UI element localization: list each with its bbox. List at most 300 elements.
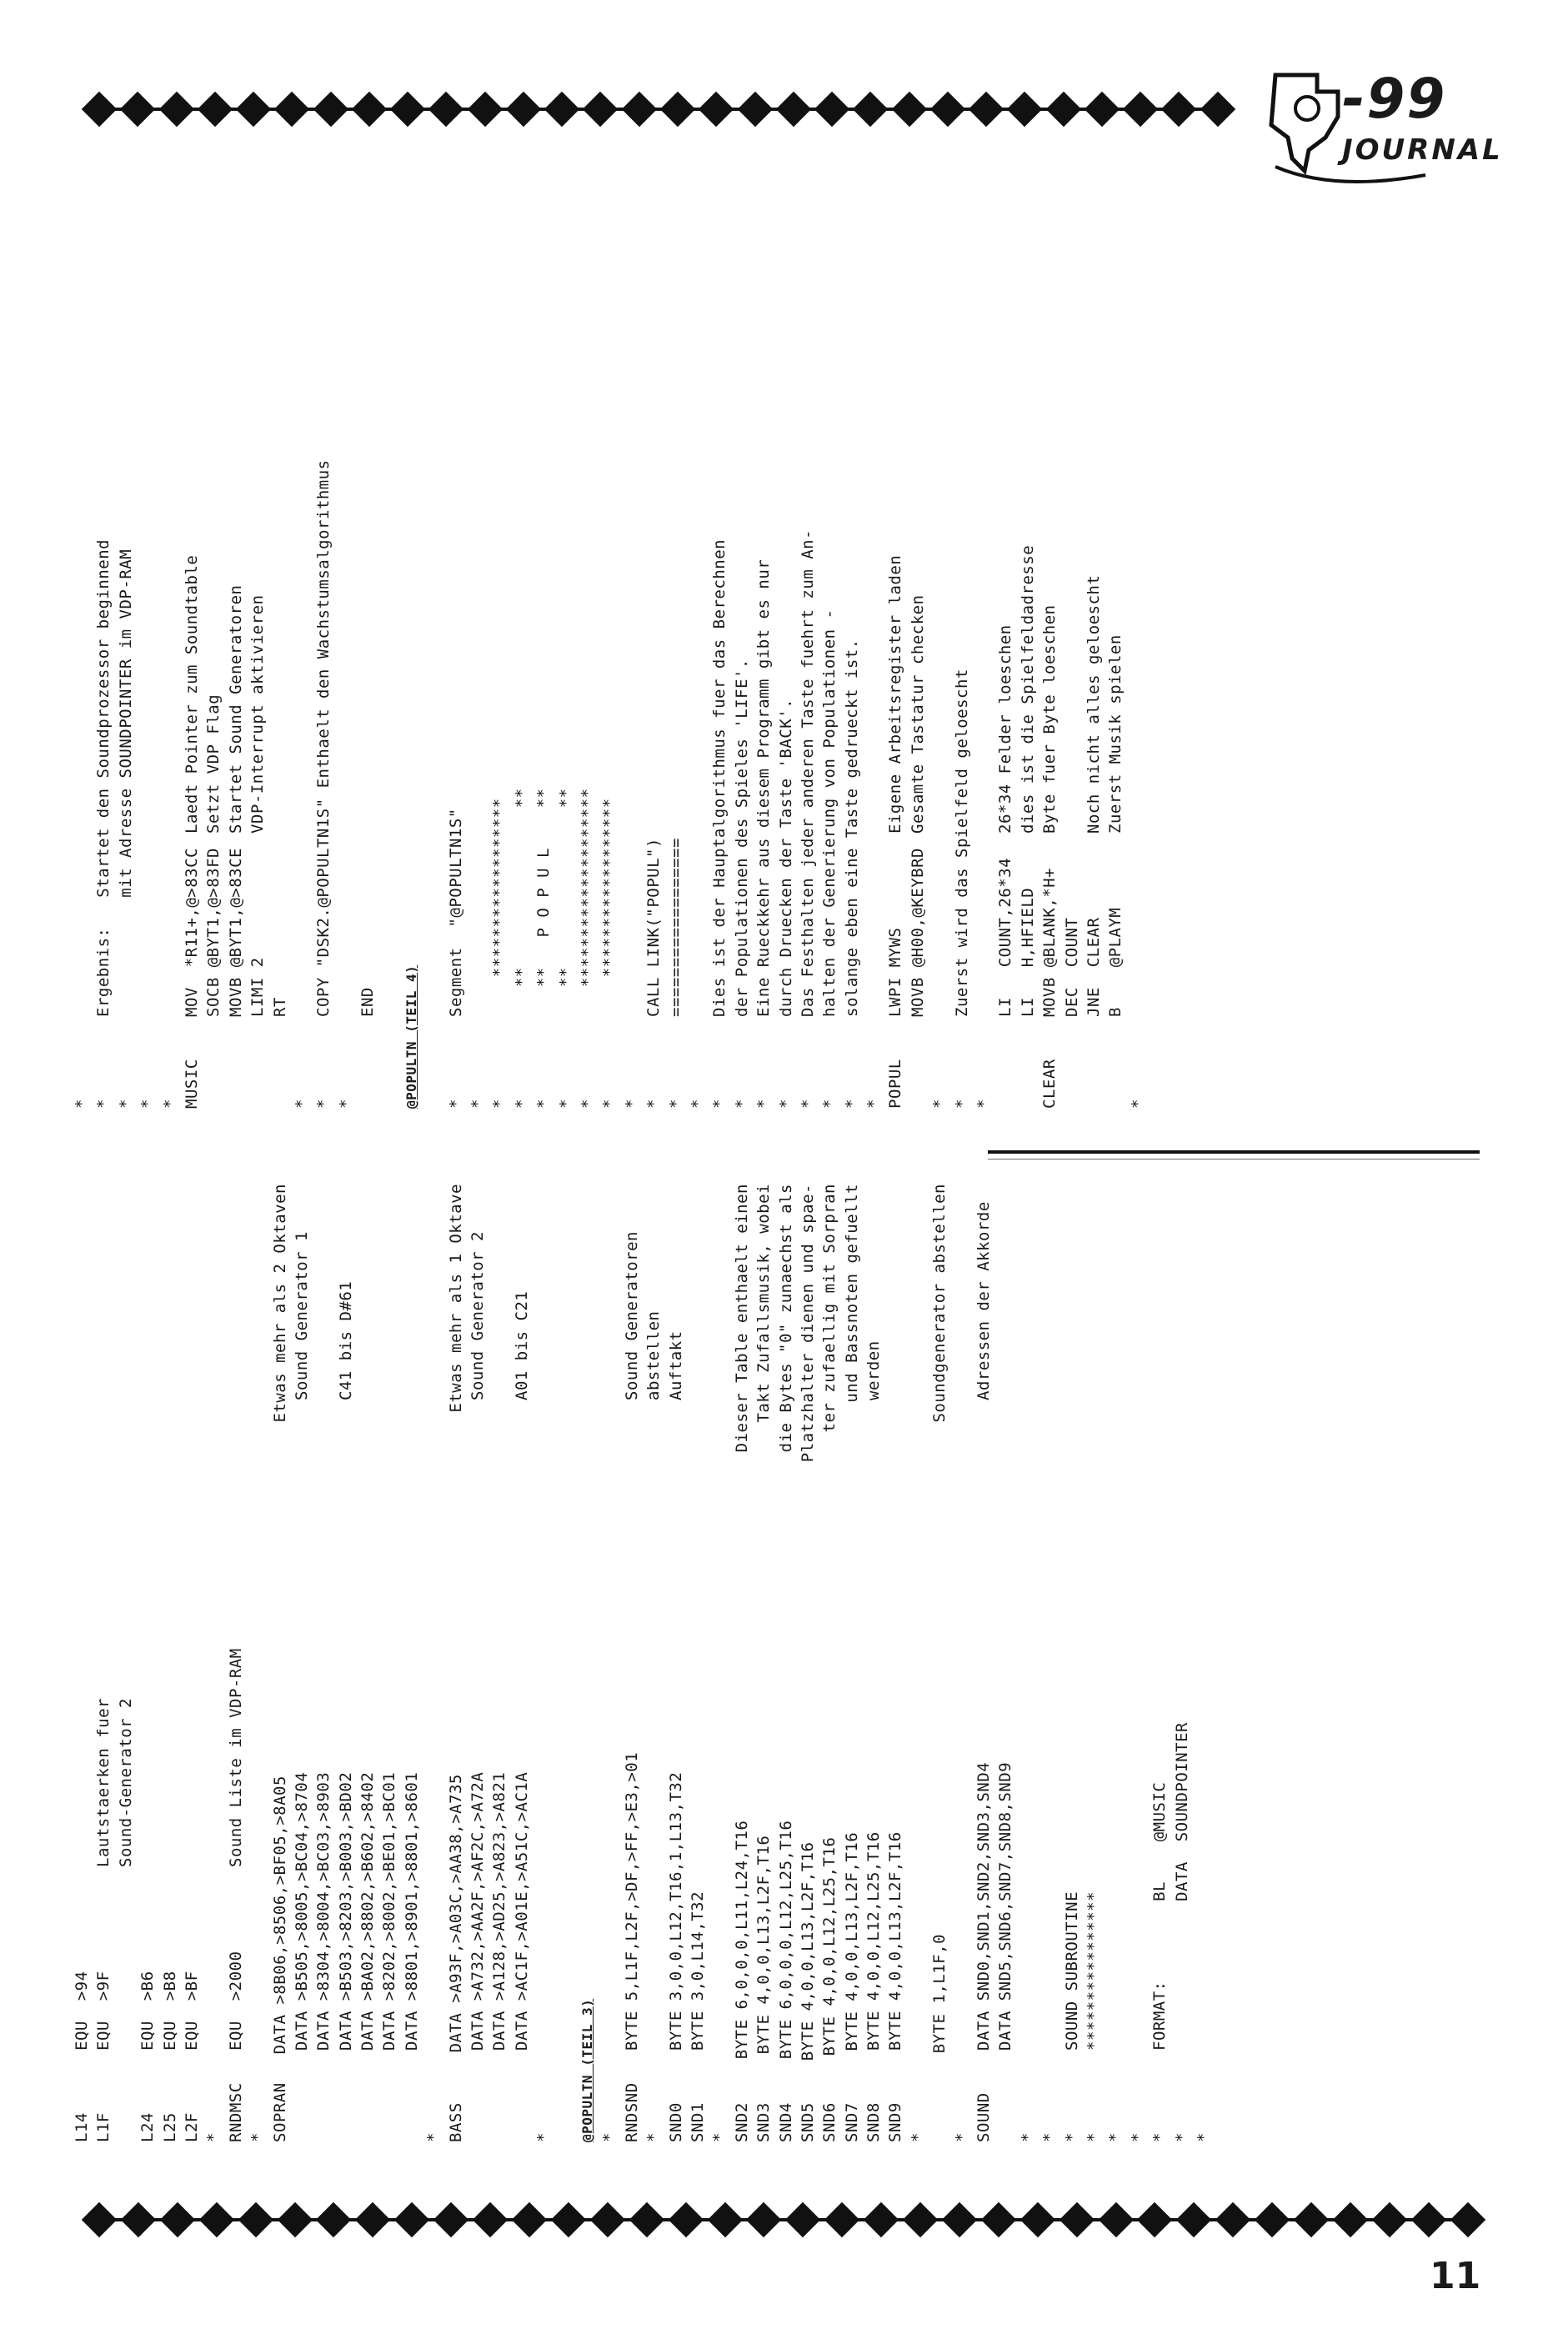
listing-line bbox=[994, 108, 1016, 1109]
listing-label: * bbox=[1128, 1099, 1147, 1109]
listing-comment bbox=[709, 1400, 730, 1867]
listing-note bbox=[335, 108, 357, 367]
listing-label: * bbox=[94, 1099, 113, 1109]
listing-note bbox=[488, 1184, 510, 1400]
listing-line bbox=[225, 108, 247, 1109]
listing-label bbox=[291, 2051, 313, 2142]
listing-instruction: SOCB @BYT1,@>83FD bbox=[204, 848, 223, 1017]
listing-comment bbox=[665, 1400, 687, 1867]
listing-note bbox=[753, 108, 774, 367]
listing-label: * bbox=[73, 1099, 91, 1109]
listing-label: * bbox=[512, 1099, 531, 1109]
listing-label: * bbox=[688, 1099, 707, 1109]
listing-label: CLEAR bbox=[1040, 1059, 1060, 1109]
listing-note bbox=[731, 108, 753, 367]
listing-line bbox=[994, 1184, 1016, 2142]
listing-comment: Zuerst Musik spielen bbox=[1106, 634, 1125, 834]
listing-instruction: SOUND SUBROUTINE bbox=[1062, 1891, 1081, 2051]
listing-instruction: ** ** bbox=[512, 788, 531, 1017]
listing-comment bbox=[577, 1242, 599, 1709]
listing-comment: VDP-Interrupt aktivieren bbox=[248, 594, 268, 834]
listing-label: * bbox=[1106, 2132, 1125, 2142]
listing-note bbox=[1105, 1184, 1126, 1400]
listing-line bbox=[159, 108, 181, 1109]
listing-line bbox=[357, 108, 378, 1109]
listing-instruction bbox=[423, 1867, 444, 2051]
listing-comment bbox=[313, 1400, 334, 1867]
listing-line bbox=[247, 108, 268, 1109]
listing-note bbox=[313, 108, 334, 367]
listing-note bbox=[467, 108, 488, 367]
listing-instruction: MOV *R11+,@>83CC bbox=[182, 848, 201, 1017]
listing-label bbox=[269, 1017, 291, 1109]
listing-comment bbox=[291, 367, 313, 834]
listing-line bbox=[841, 1184, 863, 2142]
listing-instruction: END bbox=[358, 987, 378, 1017]
listing-note bbox=[488, 108, 510, 367]
listing-line bbox=[488, 108, 510, 1109]
listing-label: * bbox=[754, 1099, 774, 1109]
listing-comment bbox=[775, 1452, 797, 1876]
listing-line bbox=[203, 1184, 224, 2142]
listing-instruction: MOVB @BYT1,@>83CE bbox=[226, 848, 245, 1017]
listing-comment bbox=[643, 1400, 664, 1867]
listing-comment bbox=[841, 1403, 863, 1868]
listing-line bbox=[775, 108, 797, 1109]
listing-label bbox=[378, 1017, 400, 1109]
listing-comment bbox=[841, 367, 863, 834]
listing-instruction: Eine Rueckkehr aus diesem Programm gibt es nur bbox=[754, 558, 774, 1017]
listing-label: L24 bbox=[138, 2112, 158, 2142]
listing-note bbox=[225, 1184, 247, 1400]
listing-comment bbox=[555, 1400, 577, 1867]
listing-note bbox=[1039, 108, 1060, 367]
listing-instruction: COPY "DSK2.@POPULTN1S" Enthaelt den Wachstumsalgorithmus bbox=[314, 459, 333, 1017]
listing-instruction bbox=[709, 1867, 730, 2051]
listing-line bbox=[1193, 1184, 1215, 2142]
listing-label: SOUND bbox=[974, 2092, 994, 2142]
listing-instruction bbox=[599, 1867, 620, 2051]
listing-line bbox=[1105, 1184, 1126, 2142]
listing-note: Etwas mehr als 2 Oktaven bbox=[270, 1184, 289, 1423]
listing-note bbox=[1193, 1184, 1215, 1400]
listing-note bbox=[907, 1184, 929, 1400]
listing-label: SND1 bbox=[688, 2102, 707, 2142]
listing-instruction: JNE CLEAR bbox=[1084, 917, 1103, 1017]
listing-instruction: BYTE 4,0,0,L13,L2F,T16 bbox=[798, 1841, 817, 2061]
listing-comment bbox=[929, 367, 950, 834]
listing-note bbox=[247, 108, 268, 367]
listing-comment: 26*34 Felder loeschen bbox=[996, 624, 1015, 834]
listing-instruction: B @PLAYM bbox=[1106, 907, 1125, 1017]
listing-label bbox=[335, 2051, 357, 2142]
listing-instruction: CALL LINK("POPUL") bbox=[644, 838, 664, 1017]
listing-label: * bbox=[842, 1099, 861, 1109]
listing-line bbox=[643, 108, 664, 1109]
listing-line bbox=[445, 108, 467, 1109]
listing-line bbox=[1061, 1184, 1083, 2142]
listing-note bbox=[357, 1184, 378, 1400]
listing-note: werden bbox=[864, 1340, 884, 1400]
listing-comment: dies ist die Spielfeldadresse bbox=[1018, 544, 1037, 834]
listing-label: * bbox=[248, 2132, 268, 2142]
listing-note bbox=[1105, 108, 1126, 367]
listing-instruction bbox=[115, 1867, 137, 2051]
listing-label bbox=[488, 2051, 510, 2142]
listing-label bbox=[357, 1017, 378, 1109]
listing-comment: Laedt Pointer zum Soundtable bbox=[182, 554, 201, 834]
listing-label: * bbox=[116, 1099, 135, 1109]
listing-instruction bbox=[137, 834, 158, 1017]
listing-instruction bbox=[467, 834, 488, 1017]
listing-line bbox=[599, 108, 620, 1109]
listing-comment bbox=[269, 367, 291, 834]
listing-line bbox=[335, 108, 357, 1109]
listing-line bbox=[753, 108, 774, 1109]
listing-line bbox=[467, 108, 488, 1109]
listing-note bbox=[797, 108, 819, 367]
listing-instruction bbox=[1039, 1867, 1060, 2051]
listing-comment bbox=[159, 1400, 181, 1867]
listing-instruction: DATA >B503,>8203,>B003,>BD02 bbox=[336, 1771, 355, 2051]
listing-instruction: DATA >AC1F,>A01E,>A51C,>AC1A bbox=[512, 1771, 531, 2051]
listing-line bbox=[709, 1184, 730, 2142]
listing-instruction: BYTE 5,L1F,L2F,>DF,>FF,>E3,>01 bbox=[622, 1751, 641, 2051]
listing-comment bbox=[797, 1462, 819, 1877]
listing-note: Sound Generatoren bbox=[622, 1231, 641, 1400]
listing-instruction bbox=[159, 834, 181, 1017]
listing-label bbox=[467, 2051, 488, 2142]
listing-instruction bbox=[1127, 834, 1149, 1017]
listing-note bbox=[884, 1184, 906, 1400]
listing-comment bbox=[378, 1400, 400, 1867]
listing-note bbox=[951, 108, 973, 367]
listing-note bbox=[181, 1184, 203, 1400]
listing-comment bbox=[401, 1400, 423, 1867]
listing-label: * bbox=[1062, 2132, 1081, 2142]
listing-line bbox=[1127, 1184, 1149, 2142]
listing-note: Auftakt bbox=[666, 1330, 685, 1400]
listing-instruction bbox=[291, 834, 313, 1017]
listing-note: Sound Generator 1 bbox=[292, 1231, 311, 1400]
listing-note: Etwas mehr als 1 Oktave bbox=[446, 1184, 465, 1413]
listing-note bbox=[181, 108, 203, 367]
listing-note: A01 bis C21 bbox=[512, 1290, 531, 1400]
listing-line bbox=[181, 1184, 203, 2142]
listing-comment bbox=[1083, 1400, 1105, 1867]
listing-instruction: DATA SND5,SND6,SND7,SND8,SND9 bbox=[996, 1761, 1015, 2051]
logo-subtitle: JOURNAL bbox=[1342, 133, 1503, 167]
listing-comment bbox=[291, 1400, 313, 1867]
listing-comment bbox=[181, 1400, 203, 1867]
listing-note bbox=[665, 108, 687, 367]
listing-comment bbox=[71, 1400, 93, 1867]
listing-line bbox=[401, 1184, 423, 2142]
listing-note bbox=[533, 108, 554, 367]
listing-line bbox=[225, 1184, 247, 2142]
listing-note bbox=[994, 1184, 1016, 1400]
listing-note bbox=[577, 108, 599, 367]
listing-label: * bbox=[1194, 2132, 1213, 2142]
listing-instruction: FORMAT: BL @MUSIC bbox=[1150, 1781, 1170, 2051]
listing-comment bbox=[357, 367, 378, 834]
listing-label: SND8 bbox=[864, 2102, 884, 2142]
listing-label bbox=[1017, 1017, 1039, 1109]
listing-note bbox=[687, 108, 709, 367]
listing-line bbox=[401, 108, 423, 1109]
listing-label: RNDMSC bbox=[226, 2082, 245, 2142]
listing-comment bbox=[137, 1400, 158, 1867]
listing-comment bbox=[423, 367, 444, 834]
listing-label: * bbox=[424, 2132, 443, 2142]
listing-line bbox=[819, 108, 840, 1109]
listing-instruction: RT bbox=[270, 997, 289, 1017]
listing-label bbox=[357, 2051, 378, 2142]
listing-line bbox=[621, 1184, 643, 2142]
listing-line bbox=[488, 1184, 510, 2142]
listing-comment bbox=[533, 1400, 554, 1867]
listing-line bbox=[687, 108, 709, 1109]
listing-label: * bbox=[710, 1099, 729, 1109]
listing-line bbox=[378, 1184, 400, 2142]
listing-label: * bbox=[864, 1099, 884, 1109]
listing-label: * bbox=[556, 1099, 575, 1109]
listing-line bbox=[313, 108, 334, 1109]
listing-note bbox=[884, 108, 906, 367]
listing-line bbox=[533, 108, 554, 1109]
listing-label: * bbox=[600, 1099, 619, 1109]
listing-line bbox=[71, 108, 93, 1109]
listing-label: * bbox=[798, 1099, 817, 1109]
listing-label bbox=[1105, 1017, 1126, 1109]
listing-instruction: DATA >BA02,>8802,>B602,>8402 bbox=[358, 1771, 378, 2051]
listing-instruction: EQU >94 bbox=[73, 1971, 91, 2051]
listing-label: BASS bbox=[446, 2102, 465, 2142]
listing-comment bbox=[488, 367, 510, 834]
listing-line bbox=[1083, 1184, 1105, 2142]
listing-instruction bbox=[907, 1867, 929, 2051]
listing-note bbox=[709, 1184, 730, 1400]
listing-right-column bbox=[71, 108, 1149, 1109]
listing-line bbox=[884, 1184, 906, 2142]
listing-line bbox=[159, 1184, 181, 2142]
listing-label bbox=[225, 1017, 247, 1109]
listing-line bbox=[665, 108, 687, 1109]
listing-comment bbox=[313, 367, 334, 834]
listing-line bbox=[1083, 108, 1105, 1109]
listing-note bbox=[401, 1184, 423, 1400]
listing-label: SND3 bbox=[754, 2102, 774, 2142]
listing-line bbox=[291, 108, 313, 1109]
listing-note bbox=[115, 108, 137, 367]
listing-label: * bbox=[1040, 2132, 1060, 2142]
listing-comment bbox=[863, 367, 884, 834]
listing-comment bbox=[753, 1423, 774, 1871]
listing-line bbox=[951, 108, 973, 1109]
listing-instruction: solange eben eine Taste gedrueckt ist. bbox=[842, 639, 861, 1017]
listing-instruction: EQU >2000 bbox=[226, 1951, 245, 2051]
listing-instruction: mit Adresse SOUNDPOINTER im VDP-RAM bbox=[116, 548, 135, 1017]
listing-note bbox=[291, 108, 313, 367]
listing-instruction: ** ** bbox=[556, 788, 575, 1017]
listing-instruction: ****************** bbox=[490, 798, 509, 1017]
listing-comment bbox=[775, 367, 797, 834]
listing-label: * bbox=[952, 2132, 971, 2142]
listing-instruction: Ergebnis: Startet den Soundprozessor beginnend bbox=[94, 538, 113, 1017]
listing-comment bbox=[1039, 1400, 1060, 1867]
listing-comment bbox=[511, 367, 533, 834]
listing-note: C41 bis D#61 bbox=[336, 1280, 355, 1400]
listing-comment bbox=[731, 367, 753, 834]
listing-line bbox=[709, 108, 730, 1109]
listing-label: * bbox=[952, 1099, 971, 1109]
listing-note: Sound Generator 2 bbox=[468, 1231, 488, 1400]
listing-note bbox=[1017, 108, 1039, 367]
listing-note bbox=[71, 108, 93, 367]
listing-note bbox=[247, 1184, 268, 1400]
listing-line bbox=[577, 108, 599, 1109]
listing-comment bbox=[247, 1400, 268, 1867]
listing-instruction: EQU >9F bbox=[94, 1971, 113, 2051]
listing-note bbox=[599, 108, 620, 367]
listing-comment bbox=[1105, 1400, 1126, 1867]
listing-line bbox=[951, 1184, 973, 2142]
listing-instruction: DATA >A93F,>A03C,>AA38,>A735 bbox=[446, 1774, 465, 2053]
listing-line bbox=[907, 1184, 929, 2142]
listing-note bbox=[863, 108, 884, 367]
listing-label: * bbox=[534, 1099, 554, 1109]
listing-comment bbox=[401, 208, 423, 675]
page-number: 11 bbox=[1430, 2255, 1481, 2297]
listing-comment bbox=[687, 367, 709, 834]
listing-label bbox=[313, 2051, 334, 2142]
listing-instruction: BYTE 4,0,0,L13,L2F,T16 bbox=[842, 1831, 861, 2051]
listing-instruction: DEC COUNT bbox=[1062, 917, 1081, 1017]
listing-instruction: LIMI 2 bbox=[248, 957, 268, 1017]
listing-label: SND4 bbox=[776, 2102, 795, 2142]
listing-note bbox=[643, 108, 664, 367]
listing-instruction: BYTE 4,0,0,L12,L25,T16 bbox=[864, 1831, 884, 2051]
listing-note bbox=[621, 108, 643, 367]
listing-line bbox=[269, 1184, 291, 2142]
listing-comment bbox=[1149, 1400, 1170, 1867]
listing-line bbox=[797, 1184, 819, 2142]
listing-line bbox=[1017, 108, 1039, 1109]
listing-line bbox=[753, 1184, 774, 2142]
listing-note bbox=[115, 1184, 137, 1400]
listing-label bbox=[115, 2051, 137, 2142]
listing-comment bbox=[994, 1400, 1016, 1867]
listing-comment bbox=[731, 1452, 753, 1876]
listing-instruction: BYTE 1,L1F,0 bbox=[930, 1934, 949, 2054]
listing-line bbox=[643, 1184, 664, 2142]
listing-comment bbox=[467, 367, 488, 834]
listing-label: * bbox=[908, 2132, 927, 2142]
listing-instruction bbox=[533, 1867, 554, 2051]
listing-line bbox=[423, 108, 444, 1109]
listing-instruction bbox=[643, 1867, 664, 2051]
listing-comment bbox=[203, 1400, 224, 1867]
listing-comment bbox=[93, 367, 114, 834]
listing-comment bbox=[335, 367, 357, 834]
listing-instruction: DATA >8304,>8004,>BC03,>8903 bbox=[314, 1771, 333, 2051]
listing-label: * bbox=[1172, 2132, 1191, 2142]
listing-line bbox=[533, 1184, 554, 2142]
listing-note: abstellen bbox=[644, 1310, 664, 1400]
listing-label: L2F bbox=[182, 2112, 201, 2142]
listing-label: * bbox=[578, 1099, 597, 1109]
listing-instruction: BYTE 4,0,0,L13,L2F,T16 bbox=[886, 1831, 905, 2051]
listing-line bbox=[555, 108, 577, 1109]
listing-line bbox=[863, 1184, 884, 2142]
listing-instruction: DATA SND0,SND1,SND2,SND3,SND4 bbox=[974, 1761, 994, 2051]
listing-label bbox=[555, 2051, 577, 2142]
listing-line bbox=[71, 1184, 93, 2142]
listing-label: SND6 bbox=[820, 2102, 839, 2142]
listing-line bbox=[378, 108, 400, 1109]
listing-instruction bbox=[621, 834, 643, 1017]
listing-line bbox=[797, 108, 819, 1109]
listing-label: * bbox=[204, 2132, 223, 2142]
listing-comment bbox=[621, 1400, 643, 1867]
listing-line bbox=[115, 108, 137, 1109]
listing-line bbox=[1149, 1184, 1170, 2142]
listing-comment: Lautstaerken fuer bbox=[94, 1698, 113, 1867]
listing-line bbox=[973, 1184, 994, 2142]
listing-line bbox=[203, 108, 224, 1109]
listing-note bbox=[203, 1184, 224, 1400]
listing-line bbox=[599, 1184, 620, 2142]
listing-note bbox=[994, 108, 1016, 367]
listing-label: * bbox=[974, 1099, 994, 1109]
listing-line bbox=[555, 1184, 577, 2142]
listing-comment bbox=[1171, 1400, 1193, 1867]
listing-line bbox=[115, 1184, 137, 2142]
listing-comment bbox=[71, 367, 93, 834]
listing-comment bbox=[973, 1400, 994, 1867]
listing-note bbox=[1039, 1184, 1060, 1400]
listing-comment: Byte fuer Byte loeschen bbox=[1040, 604, 1060, 834]
listing-instruction bbox=[863, 834, 884, 1017]
listing-note bbox=[378, 108, 400, 367]
listing-label: * bbox=[776, 1099, 795, 1109]
listing-instruction bbox=[687, 834, 709, 1017]
listing-comment bbox=[687, 1400, 709, 1867]
listing-label bbox=[247, 1017, 268, 1109]
listing-instruction: BYTE 6,0,0,0,L11,L24,T16 bbox=[732, 1820, 751, 2060]
listing-label bbox=[1061, 1017, 1083, 1109]
listing-label: * bbox=[336, 1099, 355, 1109]
listing-comment bbox=[335, 1400, 357, 1867]
listing-instruction: Das Festhalten jeder anderen Taste fuehrt zum An- bbox=[798, 528, 817, 1017]
listing-line bbox=[93, 1184, 114, 2142]
listing-note bbox=[709, 108, 730, 367]
listing-instruction: BYTE 4,0,0,L13,L2F,T16 bbox=[754, 1835, 774, 2055]
listing-instruction: ================== bbox=[666, 838, 685, 1017]
listing-label: * bbox=[1084, 2132, 1103, 2142]
listing-comment bbox=[445, 367, 467, 834]
listing-label: SND0 bbox=[666, 2102, 685, 2142]
listing-line bbox=[863, 108, 884, 1109]
listing-note: ter zufaellig mit Sorpran bbox=[820, 1184, 839, 1433]
listing-instruction: Dies ist der Hauptalgorithmus fuer das Berechnen bbox=[710, 538, 729, 1017]
listing-label: * bbox=[292, 1099, 311, 1109]
listing-instruction: DATA SOUNDPOINTER bbox=[1172, 1722, 1191, 2051]
listing-note: Takt Zufallsmusik, wobei bbox=[754, 1184, 774, 1423]
listing-comment bbox=[1127, 1400, 1149, 1867]
listing-instruction: LWPI MYWS bbox=[886, 927, 905, 1017]
listing-note bbox=[71, 1184, 93, 1400]
